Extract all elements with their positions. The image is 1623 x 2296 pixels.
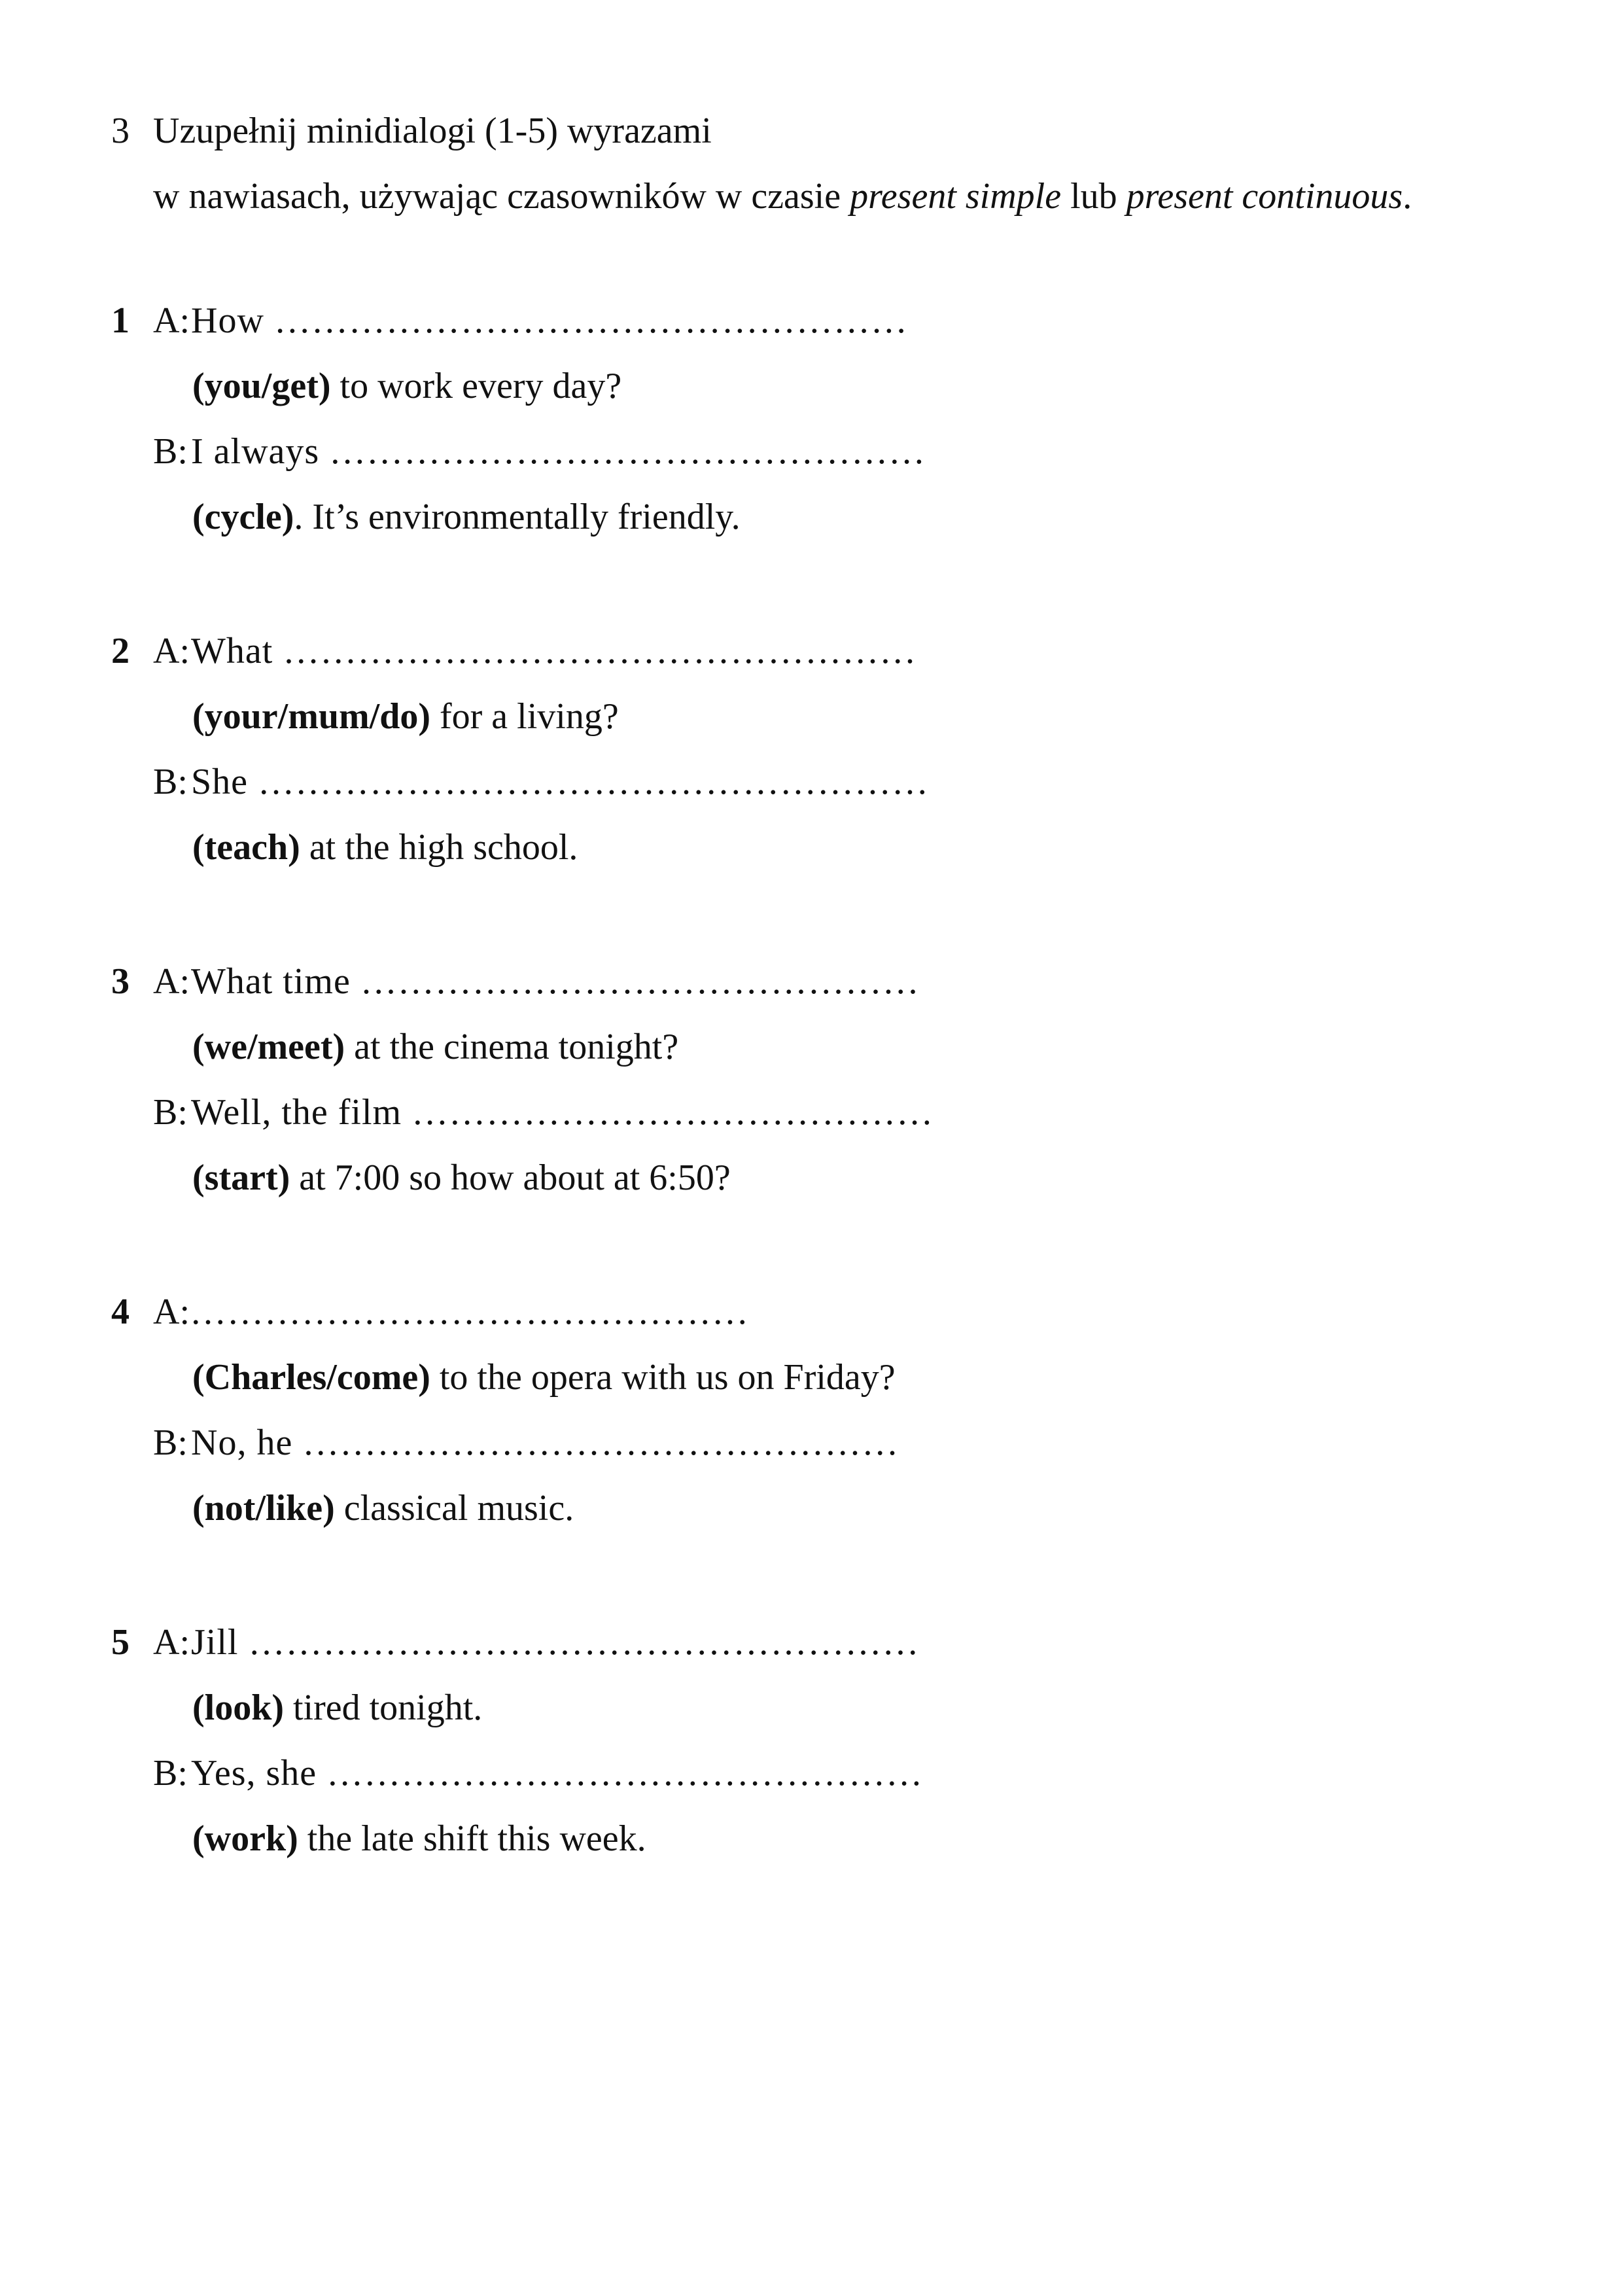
verb-hint-b: (cycle) — [192, 497, 294, 537]
dialogue-row-a — [111, 949, 1550, 1014]
dialogue-row-b-hint — [111, 484, 1550, 550]
dialogue-2 — [111, 618, 1550, 880]
dialogue-row-a — [111, 1279, 1550, 1345]
speaker-b: B: — [153, 1753, 188, 1793]
speaker-b: B: — [153, 431, 188, 472]
gap-a: What …………………………………………… — [191, 631, 917, 671]
gap-a: How …………………………………………… — [191, 300, 908, 341]
dialogue-row-a-hint — [111, 1345, 1550, 1410]
dialogue-row-b — [111, 1410, 1550, 1475]
dialogue-row-a — [111, 288, 1550, 353]
verb-hint-b: (teach) — [192, 827, 300, 868]
sentence-rest-a: to the opera with us on Friday? — [430, 1357, 896, 1398]
dialogue-row-b — [111, 419, 1550, 484]
gap-b: Well, the film …………………………………… — [191, 1092, 934, 1133]
verb-hint-a: (you/get) — [192, 366, 331, 406]
verb-hint-a: (Charles/come) — [192, 1357, 430, 1398]
instruction-text-1: Uzupełnij minidialogi (1-5) wyrazami — [153, 111, 712, 151]
sentence-rest-b: . It’s environmentally friendly. — [294, 497, 741, 537]
dialogue-row-a — [111, 1610, 1550, 1675]
dialogue-row-a-hint — [111, 1014, 1550, 1080]
instruction-text-2: w nawiasach, używając czasowników w czasie — [153, 176, 850, 217]
sentence-rest-b: classical music. — [334, 1488, 574, 1528]
dialogue-number: 3 — [111, 961, 130, 1002]
gap-b: No, he ………………………………………… — [191, 1422, 899, 1463]
instruction-suffix: . — [1403, 176, 1412, 217]
verb-hint-a: (we/meet) — [192, 1027, 345, 1067]
speaker-a: A: — [153, 961, 190, 1002]
dialogue-row-a-hint — [111, 353, 1550, 419]
gap-b: Yes, she ………………………………………… — [191, 1753, 924, 1793]
dialogue-row-b-hint — [111, 815, 1550, 880]
gap-b: I always ………………………………………… — [191, 431, 926, 472]
speaker-a: A: — [153, 631, 190, 671]
gap-b: She ……………………………………………… — [191, 762, 929, 802]
sentence-rest-b: at the high school. — [300, 827, 578, 868]
dialogue-5 — [111, 1610, 1550, 1871]
dialogue-row-a — [111, 618, 1550, 684]
sentence-rest-a: at the cinema tonight? — [345, 1027, 679, 1067]
sentence-rest-b: the late shift this week. — [298, 1818, 646, 1859]
dialogue-row-b-hint — [111, 1145, 1550, 1210]
dialogue-row-a-hint — [111, 1675, 1550, 1740]
dialogue-row-b — [111, 749, 1550, 815]
dialogue-3 — [111, 949, 1550, 1210]
dialogue-number: 1 — [111, 300, 130, 341]
dialogue-1 — [111, 288, 1550, 550]
verb-hint-a: (look) — [192, 1687, 284, 1728]
verb-hint-b: (not/like) — [192, 1488, 335, 1528]
sentence-rest-b: at 7:00 so how about at 6:50? — [290, 1157, 731, 1198]
gap-a: Jill ……………………………………………… — [191, 1622, 920, 1663]
gap-a: What time ……………………………………… — [191, 961, 920, 1002]
speaker-b: B: — [153, 1092, 188, 1133]
speaker-a: A: — [153, 1622, 190, 1663]
task-instruction — [111, 98, 1550, 229]
verb-hint-b: (start) — [192, 1157, 290, 1198]
sentence-rest-a: to work every day? — [330, 366, 622, 406]
sentence-rest-a: tired tonight. — [284, 1687, 483, 1728]
tense-present-simple: present simple — [850, 176, 1062, 217]
dialogue-number: 5 — [111, 1622, 130, 1663]
dialogue-row-b — [111, 1080, 1550, 1145]
speaker-a: A: — [153, 1292, 190, 1332]
dialogue-number: 4 — [111, 1292, 130, 1332]
instruction-line-1 — [111, 98, 1550, 164]
verb-hint-b: (work) — [192, 1818, 298, 1859]
task-number: 3 — [111, 111, 130, 151]
gap-a: ……………………………………… — [190, 1292, 749, 1332]
tense-present-continuous: present continuous — [1126, 176, 1403, 217]
dialogue-row-b-hint — [111, 1806, 1550, 1871]
instruction-line-2 — [111, 164, 1550, 229]
dialogue-row-b — [111, 1740, 1550, 1806]
dialogue-4 — [111, 1279, 1550, 1541]
speaker-b: B: — [153, 762, 188, 802]
speaker-a: A: — [153, 300, 190, 341]
speaker-b: B: — [153, 1422, 188, 1463]
dialogue-number: 2 — [111, 631, 130, 671]
dialogue-row-b-hint — [111, 1475, 1550, 1541]
instruction-connector: lub — [1061, 176, 1126, 217]
sentence-rest-a: for a living? — [430, 696, 619, 737]
verb-hint-a: (your/mum/do) — [192, 696, 430, 737]
dialogue-row-a-hint — [111, 684, 1550, 749]
